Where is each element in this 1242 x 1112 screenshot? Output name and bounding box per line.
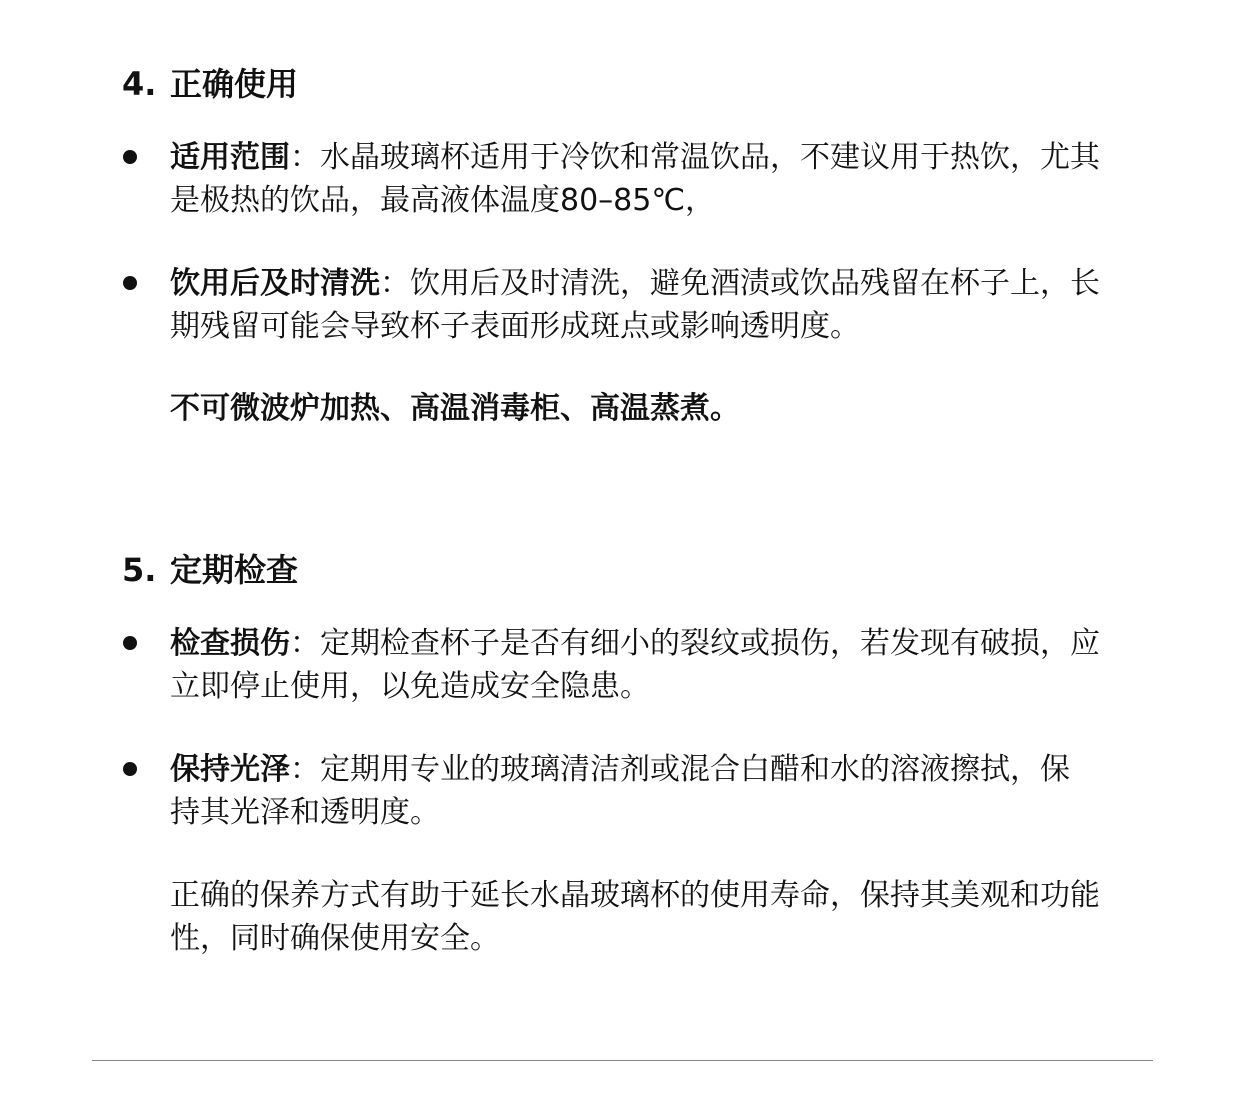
section-number: 5. xyxy=(122,551,157,589)
summary-note: 正确的保养方式有助于延长水晶玻璃杯的使用寿命，保持其美观和功能性，同时确保使用安全。 xyxy=(170,878,1100,956)
item-separator: ： xyxy=(290,626,320,661)
warning-note: 不可微波炉加热、高温消毒柜、高温蒸煮。 xyxy=(170,391,740,426)
item-text: 定期检查杯子是否有细小的裂纹或损伤，若发现有破损，应立即停止使用，以免造成安全隐患。 xyxy=(170,626,1100,704)
bullet-icon xyxy=(123,636,137,650)
list-item-inspect xyxy=(170,622,1105,708)
item-lead: 保持光泽 xyxy=(170,752,290,787)
bullet-icon xyxy=(123,150,137,164)
item-separator: ： xyxy=(290,140,320,175)
divider-line xyxy=(92,1060,1153,1061)
bullet-icon xyxy=(123,276,137,290)
item-lead: 饮用后及时清洗 xyxy=(170,266,380,301)
item-text: 饮用后及时清洗，避免酒渍或饮品残留在杯子上，长期残留可能会导致杯子表面形成斑点或影响透明度。 xyxy=(170,266,1100,344)
section-heading-5 xyxy=(122,548,298,592)
section-title: 定期检查 xyxy=(170,551,299,589)
bullet-icon xyxy=(123,762,137,776)
item-text: 定期用专业的玻璃清洁剂或混合白醋和水的溶液擦拭，保持其光泽和透明度。 xyxy=(170,752,1070,830)
item-separator: ： xyxy=(380,266,410,301)
item-separator: ： xyxy=(290,752,320,787)
section-title: 正确使用 xyxy=(170,65,299,103)
list-item-scope xyxy=(170,136,1115,222)
section-heading-4 xyxy=(122,62,298,106)
section-number: 4. xyxy=(122,65,157,103)
item-lead: 检查损伤 xyxy=(170,626,290,661)
list-item-wash xyxy=(170,262,1105,348)
item-lead: 适用范围 xyxy=(170,140,290,175)
list-item-polish xyxy=(170,748,1075,834)
item-text: 水晶玻璃杯适用于冷饮和常温饮品，不建议用于热饮，尤其是极热的饮品，最高液体温度80–85℃， xyxy=(170,140,1100,218)
